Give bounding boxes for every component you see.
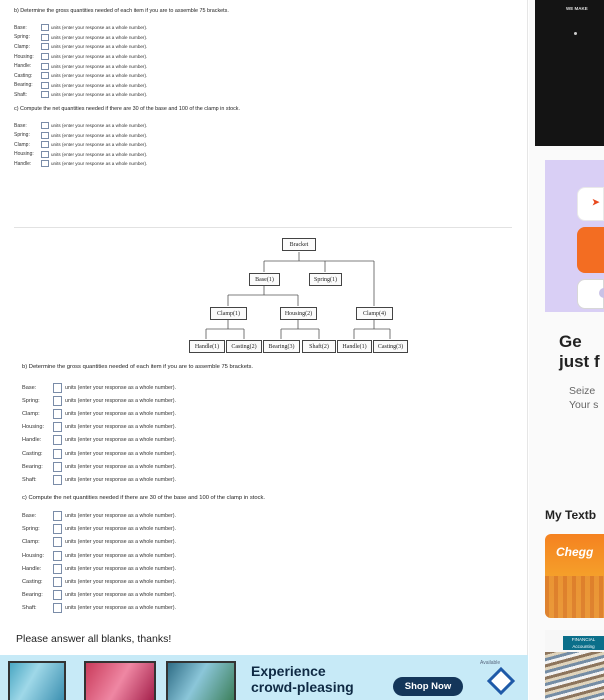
units-hint: units (enter your response as a whole number). [65, 437, 176, 444]
units-hint: units (enter your response as a whole number). [65, 592, 176, 599]
item-label: Housing: [14, 151, 34, 158]
units-hint: units (enter your response as a whole number). [65, 463, 176, 470]
answer-row [14, 130, 284, 140]
item-label: Bearing: [14, 82, 33, 89]
answer-row [22, 421, 492, 434]
ad-tv-image-2 [84, 661, 156, 700]
chegg-logo: Chegg [556, 545, 594, 559]
answer-input[interactable] [41, 160, 49, 167]
answer-row [22, 394, 492, 407]
units-hint: units (enter your response as a whole number). [51, 44, 148, 50]
units-hint: units (enter your response as a whole number). [65, 476, 176, 483]
item-label: Clamp: [22, 539, 40, 546]
answer-input[interactable] [41, 82, 49, 89]
sidebar-video-label: WE MAKE [566, 6, 588, 11]
item-label: Shaft: [22, 605, 37, 612]
units-hint: units (enter your response as a whole number). [65, 384, 176, 391]
answer-row [14, 150, 284, 160]
bottom-question-image [22, 364, 492, 615]
item-label: Spring: [14, 34, 30, 41]
node-handle-1: Handle(1) [189, 340, 225, 353]
answer-row [14, 61, 284, 71]
answer-row [22, 381, 492, 394]
node-housing: Housing(2) [280, 307, 317, 320]
question-c-title: c) Compute the net quantities needed if there are 30 of the base and 100 of the clamp in stock. [22, 494, 265, 501]
answer-input[interactable] [41, 24, 49, 31]
question-b-title: b) Determine the gross quantities needed of each item if you are to assemble 75 brackets. [22, 364, 254, 370]
item-label: Base: [14, 122, 27, 129]
answer-input[interactable] [41, 63, 49, 70]
sidebar-video-ad[interactable] [535, 0, 604, 146]
node-casting-1: Casting(2) [226, 340, 262, 353]
item-label: Clamp: [14, 141, 30, 148]
answer-input[interactable] [53, 577, 62, 587]
answer-input[interactable] [41, 132, 49, 139]
item-label: Shaft: [22, 476, 37, 483]
question-b-title: b) Determine the gross quantities needed of each item if you are to assemble 75 brackets. [14, 8, 229, 14]
answer-input[interactable] [41, 151, 49, 158]
answer-input[interactable] [53, 435, 62, 445]
chevron-right-icon: ➤ [592, 197, 600, 207]
answer-input[interactable] [53, 590, 62, 600]
item-label: Handle: [22, 437, 42, 444]
shop-now-button[interactable]: Shop Now [393, 677, 463, 696]
answer-row [14, 33, 284, 43]
answer-input[interactable] [41, 34, 49, 41]
units-hint: units (enter your response as a whole number). [65, 450, 176, 457]
answer-input[interactable] [53, 603, 62, 613]
item-label: Housing: [22, 552, 45, 559]
bottom-ad-banner[interactable] [0, 655, 528, 700]
question-c-rows [22, 510, 492, 616]
node-bracket: Bracket [282, 238, 316, 251]
answer-row [14, 90, 284, 100]
item-label: Spring: [22, 526, 40, 533]
answer-input[interactable] [41, 141, 49, 148]
sidebar-subtext [569, 384, 598, 412]
ad-tv-image-1 [8, 661, 66, 700]
answer-row [14, 42, 284, 52]
question-b-rows [22, 381, 492, 487]
node-base: Base(1) [249, 273, 280, 286]
units-hint: units (enter your response as a whole number). [51, 161, 148, 167]
answer-input[interactable] [53, 409, 62, 419]
sidebar-headline-line-2: just f [559, 352, 600, 371]
item-label: Casting: [14, 72, 33, 79]
item-label: Housing: [22, 424, 45, 431]
node-clamp-right: Clamp(4) [356, 307, 393, 320]
units-hint: units (enter your response as a whole number). [65, 513, 176, 520]
units-hint: units (enter your response as a whole number). [51, 82, 148, 88]
units-hint: units (enter your response as a whole number). [51, 34, 148, 40]
item-label: Casting: [22, 579, 43, 586]
answer-input[interactable] [53, 422, 62, 432]
sidebar-subtext-line-1: Seize [569, 385, 596, 397]
units-hint: units (enter your response as a whole number). [65, 579, 176, 586]
item-label: Spring: [14, 132, 30, 139]
item-label: Clamp: [14, 43, 30, 50]
answer-input[interactable] [53, 475, 62, 485]
diamond-logo-icon [487, 667, 515, 695]
answer-row [22, 460, 492, 473]
units-hint: units (enter your response as a whole number). [65, 410, 176, 417]
answer-row [14, 121, 284, 131]
toggle-knob-icon [599, 288, 604, 298]
units-hint: units (enter your response as a whole number). [51, 54, 148, 60]
item-label: Base: [22, 513, 37, 520]
item-label: Bearing: [22, 463, 43, 470]
ad-availability: Available [480, 660, 501, 666]
units-hint: units (enter your response as a whole number). [65, 424, 176, 431]
ad-headline-line-2: crowd-pleasing [251, 679, 354, 695]
textbook-cover-image [545, 652, 604, 700]
answer-input[interactable] [41, 72, 49, 79]
answer-row [14, 140, 284, 150]
textbook-cover-title: FINANCIAL Accounting [563, 636, 604, 650]
answer-input[interactable] [53, 524, 62, 534]
item-label: Base: [14, 24, 27, 31]
units-hint: units (enter your response as a whole number). [51, 73, 148, 79]
sidebar-subtext-line-2: Your s [569, 399, 599, 411]
units-hint: units (enter your response as a whole number). [51, 142, 148, 148]
item-label: Handle: [14, 63, 32, 70]
sidebar-headline-line-1: Ge [559, 332, 582, 351]
tree-connectors [0, 228, 528, 358]
answer-row [22, 510, 492, 523]
item-label: Handle: [22, 565, 42, 572]
node-casting-2: Casting(3) [373, 340, 408, 353]
units-hint: units (enter your response as a whole number). [65, 397, 176, 404]
item-label: Base: [22, 384, 37, 391]
node-clamp-left: Clamp(1) [210, 307, 247, 320]
answer-input[interactable] [41, 53, 49, 60]
item-label: Shaft: [14, 91, 28, 98]
units-hint: units (enter your response as a whole number). [65, 605, 176, 612]
item-label: Clamp: [22, 410, 40, 417]
answer-input[interactable] [53, 449, 62, 459]
answer-row [22, 447, 492, 460]
units-hint: units (enter your response as a whole number). [65, 526, 176, 533]
answer-row [14, 159, 284, 169]
item-label: Bearing: [22, 592, 43, 599]
answer-input[interactable] [41, 43, 49, 50]
answer-row [22, 549, 492, 562]
item-label: Spring: [22, 397, 40, 404]
answer-row [14, 71, 284, 81]
node-bearing: Bearing(3) [263, 340, 300, 353]
units-hint: units (enter your response as a whole number). [51, 63, 148, 69]
answer-row [22, 407, 492, 420]
node-spring: Spring(1) [309, 273, 342, 286]
answer-input[interactable] [53, 564, 62, 574]
item-label: Handle: [14, 160, 32, 167]
answer-row [14, 52, 284, 62]
ad-tv-image-3 [166, 661, 236, 700]
question-c-rows [14, 121, 284, 169]
answer-input[interactable] [53, 511, 62, 521]
question-b-rows [14, 23, 284, 100]
node-handle-2: Handle(1) [337, 340, 372, 353]
answer-row [14, 23, 284, 33]
answer-row [22, 575, 492, 588]
item-label: Housing: [14, 53, 34, 60]
answer-input[interactable] [53, 383, 62, 393]
ad-headline [251, 663, 354, 695]
answer-row [22, 602, 492, 615]
answer-row [22, 434, 492, 447]
answer-input[interactable] [53, 537, 62, 547]
answer-row [22, 473, 492, 486]
my-textbooks-heading: My Textb [545, 508, 597, 522]
video-indicator-icon [574, 32, 577, 35]
product-structure-tree [0, 228, 528, 358]
sidebar-headline [559, 332, 600, 372]
answer-input[interactable] [41, 122, 49, 129]
item-label: Casting: [22, 450, 43, 457]
sidebar-orange-button[interactable] [577, 227, 604, 273]
units-hint: units (enter your response as a whole number). [65, 539, 176, 546]
units-hint: units (enter your response as a whole number). [51, 123, 148, 129]
answer-row [22, 589, 492, 602]
answer-row [14, 81, 284, 91]
top-question-image [14, 8, 284, 169]
footer-note: Please answer all blanks, thanks! [16, 633, 172, 645]
units-hint: units (enter your response as a whole number). [51, 25, 148, 31]
units-hint: units (enter your response as a whole number). [65, 565, 176, 572]
units-hint: units (enter your response as a whole number). [51, 151, 148, 157]
ad-headline-line-1: Experience [251, 663, 326, 679]
units-hint: units (enter your response as a whole number). [65, 552, 176, 559]
units-hint: units (enter your response as a whole number). [51, 92, 148, 98]
answer-input[interactable] [53, 396, 62, 406]
chegg-promo-illustration [545, 576, 604, 618]
answer-row [22, 523, 492, 536]
question-c-title: c) Compute the net quantities needed if there are 30 of the base and 100 of the clamp in stock. [14, 105, 240, 112]
answer-row [22, 562, 492, 575]
answer-row [22, 536, 492, 549]
answer-input[interactable] [41, 91, 49, 98]
units-hint: units (enter your response as a whole number). [51, 132, 148, 138]
answer-input[interactable] [53, 551, 62, 561]
node-shaft: Shaft(2) [302, 340, 336, 353]
answer-input[interactable] [53, 462, 62, 472]
